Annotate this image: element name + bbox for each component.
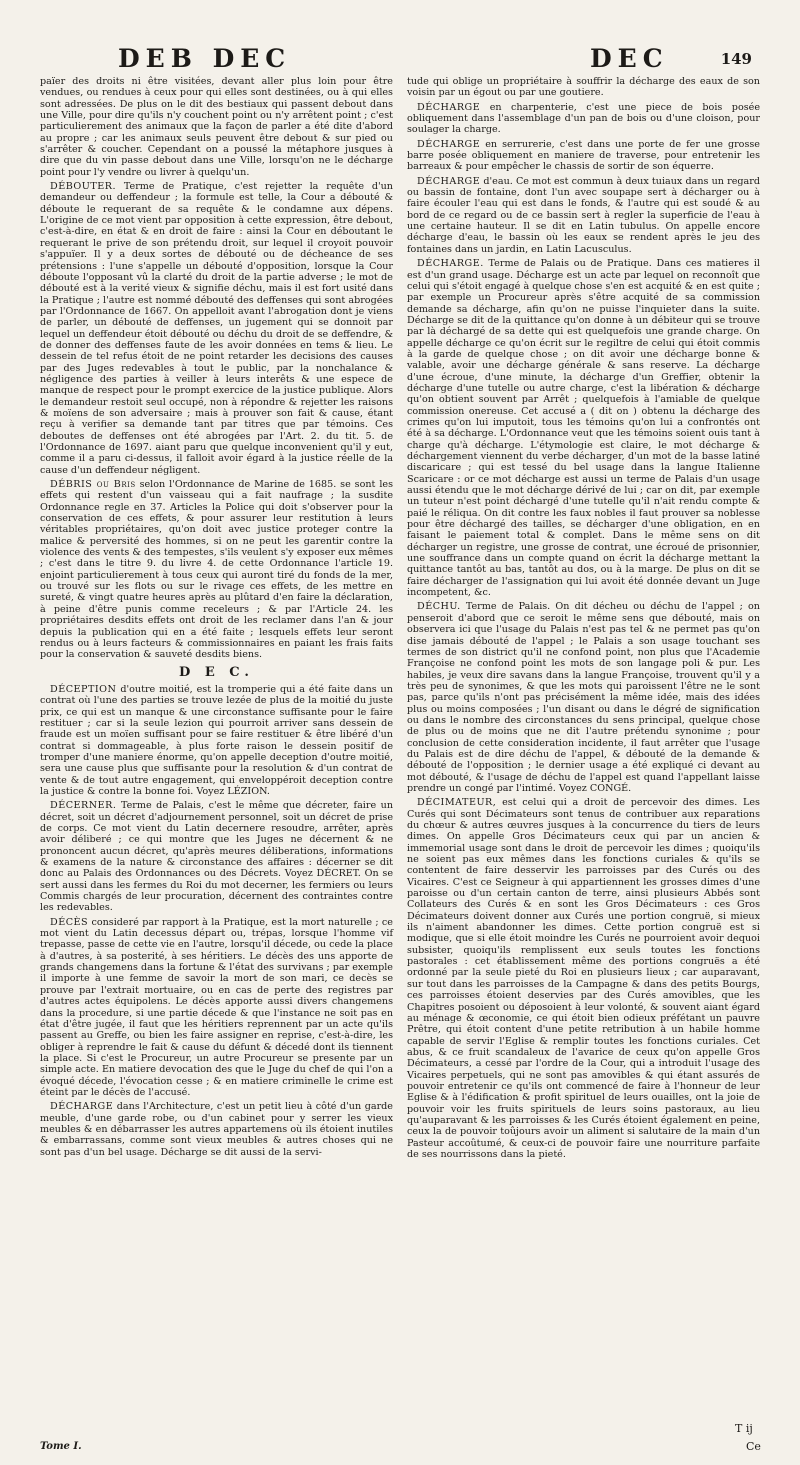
dictionary-entry xyxy=(407,258,760,598)
dictionary-entry xyxy=(40,684,393,797)
entry-headword: DÉCERNER. xyxy=(50,800,117,812)
dictionary-entry xyxy=(407,139,760,173)
running-head xyxy=(40,40,760,74)
dictionary-entry xyxy=(40,1101,393,1158)
entry-headword: DÉBRIS ou Bris xyxy=(50,479,136,491)
dictionary-entry xyxy=(407,102,760,136)
volume-label: Tome I. xyxy=(40,1441,82,1452)
dictionary-entry xyxy=(40,917,393,1099)
entry-headword: DÉCÈS xyxy=(50,916,89,928)
entry-text: d'eau. Ce mot est commun à deux tuiaux dans un regard ou bassin de fontaine, dont l'un avec soupape sert à décharger ou à faire écouler l'eau qui est dans le fonds, & l'autre qui est soudé & au bord de ce regard ou de ce bassin sert à regler la superficie de l'eau à une certaine hauteur. Il se dit en Latin tubulus. On appelle encore décharge d'eau, le bassin où les eaux se rendent après le jeu des fontaines dans un jardin, en Latin Lacusculus. xyxy=(407,175,760,255)
continued-paragraph xyxy=(40,76,393,178)
running-head-right: DEC xyxy=(590,44,669,73)
entry-text: est celui qui a droit de percevoir des dimes. Les Curés qui sont Décimateurs sont tenus de contribuer aux reparations du chœur & autres œuvres jusques à la concurrence du tiers de leurs dimes. On appelle Gros Décimateurs ceux qui par un ancien & immemorial usage sont dans le droit de percevoir les dimes ; quoiqu'ils ne soient pas eux mêmes dans les fonctions curiales & qu'ils se contentent de faire desservir les parroisses par des Curés ou des Vicaires. C'est ce Seigneur à qui appartiennent les grosses dimes d'une paroisse ou d'un certain canton de terre, ainsi plusieurs Abbés sont Collateurs des Curés & en sont les Gros Décimateurs : ces Gros Décimateurs doivent donner aux Curés une portion congruë, si mieux ils n'aiment abandonner les dimes. Cette portion congruë est si modique, que si elle étoit moindre les Curés ne pourroient avoir dequoi subsister, quoiqu'ils remplissent eux seuls toutes les fonctions pastorales : cet établissement même des portions congruës a été ordonné par la seule pieté du Roi en plusieurs lieux ; car auparavant, sur tout dans les parroisses de la Campagne & dans des petits Bourgs, ces parroisses étoient deservies par des Curés amovibles, que les Chapitres posoient ou déposoient à leur volonté, & souvent aiant égard au ménage & œconomie, ce qui étoit bien odieux préfétant un pauvre Prêtre, qui étoit content d'une petite retribution à un habile homme capable de servir l'Eglise & remplir toutes les fonctions curiales. Cet abus, & ce fruit scandaleux de l'avarice de ceux qu'on appelle Gros Décimateurs, a cessé par l'ordre de la Cour, qui a introduit l'usage des Vicaires perpetuels, qui ne sont pas amovibles & qui étant assurés de pouvoir entretenir ce qu'ils ont commencé de faire à l'honneur de leur Eglise & à l'édification & profit spirituel de leurs ouailles, ont la joie de pouvoir voir les fruits spirituels de leurs soins pastoraux, au lieu qu'auparavant & les parroisses & les Curés étoient également en peine, ceux la de pouvoir toûjours avoir un aliment si salutaire de la main d'un Pasteur accoûtumé, & ceux-ci de pouvoir faire une nourriture parfaite de ses nourrissons dans la pieté. xyxy=(407,797,760,1160)
entry-text: païer des droits ni être visitées, devant aller plus loin pour être vendues, ou rendues à ceux pour qui elles sont destinées, ou à qui elles sont adressées. De plus on le dit des bestiaux qui passent debout dans une Ville, pour dire qu'ils n'y couchent point ou n'y arrêtent point ; c'est particulierement des animaux que la façon de parler a été dite d'abord au propre ; car les animaux seuls peuvent être debout & sur pied ou s'arrêter & coucher. Cependant on a poussé la métaphore jusques à dire que du vin passe debout dans une Ville, lorsqu'on ne le décharge point pour l'y vendre ou livrer à quelqu'un. xyxy=(40,76,393,178)
dictionary-entry xyxy=(40,181,393,476)
entry-headword: DÉBOUTER. xyxy=(50,181,117,193)
signature-mark: T ij xyxy=(735,1422,753,1435)
page-number: 149 xyxy=(720,50,752,68)
entry-text: en serrurerie, c'est dans une porte de fer une grosse barre posée obliquement en maniere de traverse, pour entretenir les barreaux & pour empêcher le chassis de sortir de son équerre. xyxy=(407,138,760,173)
entry-text: Terme de Palais. On dit décheu ou déchu de l'appel ; on penseroit d'abord que ce seroit le même sens que débouté, mais on observera ici que l'usage du Palais n'est pas tel & ne permet pas qu'on dise jamais débouté de l'appel ; le Palais a son usage touchant ses termes de son district qu'il ne confond point, non plus que l'Academie Françoise ne confond point les mots de son langage poli & pur. Les habiles, je veux dire savans dans la langue Françoise, trouvent qu'il y a très peu de synonimes, & que les mots qui paroissent l'être ne le sont pas, parce qu'ils n'ont pas précisément la même idée, mais des idées plus ou moins composées ; l'un disant ou dans le dégré de signification ou dans le nombre des circonstances du sens principal, quelque chose de plus ou de moins que ne dit l'autre prétendu synonime ; pour conclusion de cette consideration incidente, il faut arrêter que l'usage du Palais est de dire déchu de l'appel, & débouté de la demande & débouté de l'opposition ; le dernier usage a été expliqué ci devant au mot débouté, & l'usage de déchu de l'appel est quand l'appellant laisse prendre un congé par l'intimé. Voyez CONGÉ. xyxy=(407,601,760,794)
running-head-left: DEB DEC xyxy=(118,44,292,73)
catchword: Ce xyxy=(746,1440,761,1453)
entry-text: en charpenterie, c'est une piece de bois posée obliquement dans l'assemblage d'un pan de bois ou d'une cloison, pour soulager la charge. xyxy=(407,101,760,136)
entry-text: selon l'Ordonnance de Marine de 1685. se sont les effets qui restent d'un vaisseau qui a fait naufrage ; la susdite Ordonnance regle en 37. Articles la Police qui doit s'observer pour la conservation de ces effets, & pour assurer leur restitution à leurs véritables propriétaires, qu'on doit avec justice proteger contre la malice & perversité des hommes, si on ne peut les garentir contre la violence des vents & des tempestes, s'ils veulent s'y exposer eux mêmes ; c'est dans le titre 9. du livre 4. de cette Ordonnance l'article 19. enjoint particulierement à tous ceux qui auront tiré du fonds de la mer, ou trouvé sur les flots ou sur le rivage ces effets, de les mettre en sureté, & vingt quatre heures après au plûtard d'en faire la déclaration, à peine d'être punis comme receleurs ; & par l'Article 24. les propriétaires desdits effets ont droit de les reclamer dans l'an & jour depuis la publication qui en a été faite ; lesquels effets leur seront rendus ou à leurs facteurs & commissionnaires en paiant les frais faits pour la conservation & sauveté desdits biens. xyxy=(40,479,393,661)
entry-text: consideré par rapport à la Pratique, est la mort naturelle ; ce mot vient du Latin decessus départ ou, trépas, lorsque l'homme vif trepasse, passe de cette vie en l'autre, lorsqu'il décede, ou cede la place à d'autres, à sa posterité, à ses héritiers. Le décès des uns apporte de grands changemens dans la fortune & l'état des survivans ; par exemple il importe à une femme de savoir la mort de son mari, ce decès se prouve par l'extrait mortuaire, ou en cas de perte des registres par d'autres actes équipolens. Le décès apporte aussi divers changemens dans la procedure, si une partie décede & que l'instance ne soit pas en état d'être jugée, il faut que les héritiers reprennent par un acte qu'ils passent au Greffe, ou bien les faire assigner en reprise, c'est-à-dire, les obliger à reprendre le fait & cause du défunt & décedé dont ils tiennent la place. Si c'est le Procureur, un autre Procureur se presente par un simple acte. En matiere devocation des que le Juge du chef de qui l'on a évoqué décede, l'évocation cesse ; & en matiere criminelle le crime est éteint par le décès de l'accusé. xyxy=(40,916,393,1098)
entry-text: d'outre moitié, est la tromperie qui a été faite dans un contrat où l'une des parties se trouve lezée de plus de la moitié du juste prix, ce qui est un manque & une circonstance suffisante pour le faire restituer ; car si la seule lezion qui pourroit arriver sans dessein de fraude est un moïen suffisant pour se faire restituer & être libéré d'un contrat si dommageable, à plus forte raison le dessein positif de tromper d'une maniere énorme, qu'on appelle deception d'outre moitié, sera une cause plus que suffisante pour la resolution & d'un contrat de vente & de tout autre engagement, qui enveloppéroit deception contre la justice & contre la bonne foi. Voyez LÉZION. xyxy=(40,683,393,797)
entry-text: Terme de Pratique, c'est rejetter la requête d'un demandeur ou deffendeur ; la formule est telle, la Cour a débouté & déboute le requerant de sa requête & le condamne aux dépens. L'origine de ce mot vient par opposition à cette expression, être debout, c'est-à-dire, en état & en droit de faire : ainsi la Cour en déboutant le requerant le prive de son prétendu droit, sur lequel il croyoit pouvoir s'appuïer. Il y a deux sortes de débouté ou de décheance de ses prétensions : l'une s'appelle un débouté d'opposition, lorsque la Cour déboute l'opposant vû la clarté du droit de la partie adverse ; le mot de débouté est à la verité vieux & signifie déchu, mais il est fort usité dans la Pratique ; l'autre est nommé débouté des deffenses qui sont abrogées par l'Ordonnance de 1667. On appelloit avant l'abrogation dont je viens de parler, un débouté de deffenses, un jugement qui se donnoit par lequel un deffendeur étoit débouté ou déchu du droit de se deffendre, & de donner des deffenses faute de les avoir données en tems & lieu. Le dessein de tel refus étoit de ne point retarder les decisions des causes par des Juges redevables à tout le public, par la nonchalance & négligence des parties à veiller à leurs interêts & une espece de manque de respect pour le prompt exercice de la justice publique. Alors le demandeur restoit seul occupé, non à répondre & rejetter les raisons & moïens de son adversaire ; mais à prouver son fait & cause, étant reçu à verifier sa demande tant par titres que par témoins. Ces deboutes de deffenses ont été abrogées par l'Art. 2. du tit. 5. de l'Ordonnance de 1697. aiant paru que quelque inconvenient qu'il y eut, comme il a paru ci-dessus, il falloit avoir égard à la justice réelle de la cause d'un deffendeur négligent. xyxy=(40,181,393,476)
entry-headword: DÉCHARGE xyxy=(417,138,481,150)
entry-headword: DÉCHARGE. xyxy=(417,258,484,270)
continued-paragraph xyxy=(407,76,760,99)
entry-text: Terme de Palais, c'est le même que décreter, faire un décret, soit un décret d'adjournement personnel, soit un décret de prise de corps. Ce mot vient du Latin decernere resoudre, arrêter, après avoir déliberé ; ce qui montre que les Juges ne décernent & ne prononcent aucun décret, qu'après meures déliberations, informations & examens de la nature & circonstance des affaires : décerner se dit donc au Palais des Ordonnances ou des Décrets. Voyez DÉCRET. On se sert aussi dans les fermes du Roi du mot decerner, les fermiers ou leurs Commis chargés de leur procuration, décernent des contraintes contre les redevables. xyxy=(40,800,393,914)
section-heading: D E C. xyxy=(179,664,254,680)
entry-headword: DÉCHU. xyxy=(417,601,461,613)
right-column xyxy=(407,76,760,1163)
dictionary-entry xyxy=(40,800,393,913)
entry-headword: DÉCHARGE xyxy=(417,101,481,113)
entry-text: Terme de Palais ou de Pratique. Dans ces matieres il est d'un grand usage. Décharge est un acte par lequel on reconnoît que celui qui s'étoit engagé à quelque chose s'en est acquité & en est quite ; par exemple un Procureur après s'être acquité de sa commission demande sa décharge, afin qu'on ne puisse l'inquieter dans la suite. Décharge se dit de la quittance qu'on donne à un débiteur qui se trouve par là déchargé de sa dette qui est quelquefois une grande charge. On appelle décharge ce qu'on écrit sur le regiltre de celui qui étoit commis à la garde de quelque chose ; on dit avoir une décharge bonne & valable, avoir une décharge générale & sans reserve. La décharge d'une écroue, d'une minute, la décharge d'un Greffier, obtenir la décharge d'une tutelle ou autre charge, c'est la libération & décharge qu'on obtient souvent par Arrêt ; quelquefois à l'amiable de quelque commission onereuse. Cet accusé a ( dit on ) obtenu la décharge des crimes qu'on lui imputoit, tous les témoins qu'on lui a confrontés ont été à sa décharge. L'Ordonnance veut que les témoins soient ouis tant à charge qu'à décharge. L'étymologie est claire, le mot décharge & déchargement viennent du verbe décharger, d'un mot de la basse latiné discaricare ; qui est tessé du bel usage dans la langue Italienne Scaricare : or ce mot décharge est aussi un terme de Palais d'un usage aussi étendu que le mot décharge dérivé de lui ; car on dit, par exemple un tuteur n'est point déchargé d'une tutelle qu'il n'ait rendu compte & paié le réliqua. On dit contre les faux nobles il faut prouver sa noblesse pour être déchargé des tailles, se décharger d'une obligation, en en faisant le paiement total & complet. Dans le même sens on dit décharger un registre, une grosse de contrat, une écroué de prisonnier, une souffrance dans un compte quand on écrit la décharge mettant la quittance tantôt au bas, tantôt au dos, ou à la marge. De plus on dit se faire décharger de l'assignation qui lui avoit été donnée devant un Juge incompetent, &c. xyxy=(407,258,760,599)
entry-headword: DÉCHARGE xyxy=(417,175,481,187)
dictionary-entry xyxy=(407,601,760,794)
entry-headword: DÉCEPTION xyxy=(50,683,117,695)
entry-text: tude qui oblige un propriétaire à souffrir la décharge des eaux de son voisin par un égout ou par une goutiere. xyxy=(407,76,760,99)
dictionary-entry xyxy=(40,479,393,661)
left-column xyxy=(40,76,393,1163)
entry-headword: DÉCHARGE xyxy=(50,1101,114,1113)
entry-headword: DÉCIMATEUR, xyxy=(417,797,497,809)
dictionary-entry xyxy=(407,176,760,255)
dictionary-entry xyxy=(407,797,760,1160)
text-columns xyxy=(40,76,760,1163)
entry-text: dans l'Architecture, c'est un petit lieu à côté d'un garde meuble, d'une garde robe, ou d'un cabinet pour y serrer les vieux meubles & en débarrasser les autres appartemens où ils étoient inutiles & embarrassans, comme sont vieux meubles & autres choses qui ne sont pas d'un bel usage. Décharge se dit aussi de la servi- xyxy=(40,1101,393,1158)
